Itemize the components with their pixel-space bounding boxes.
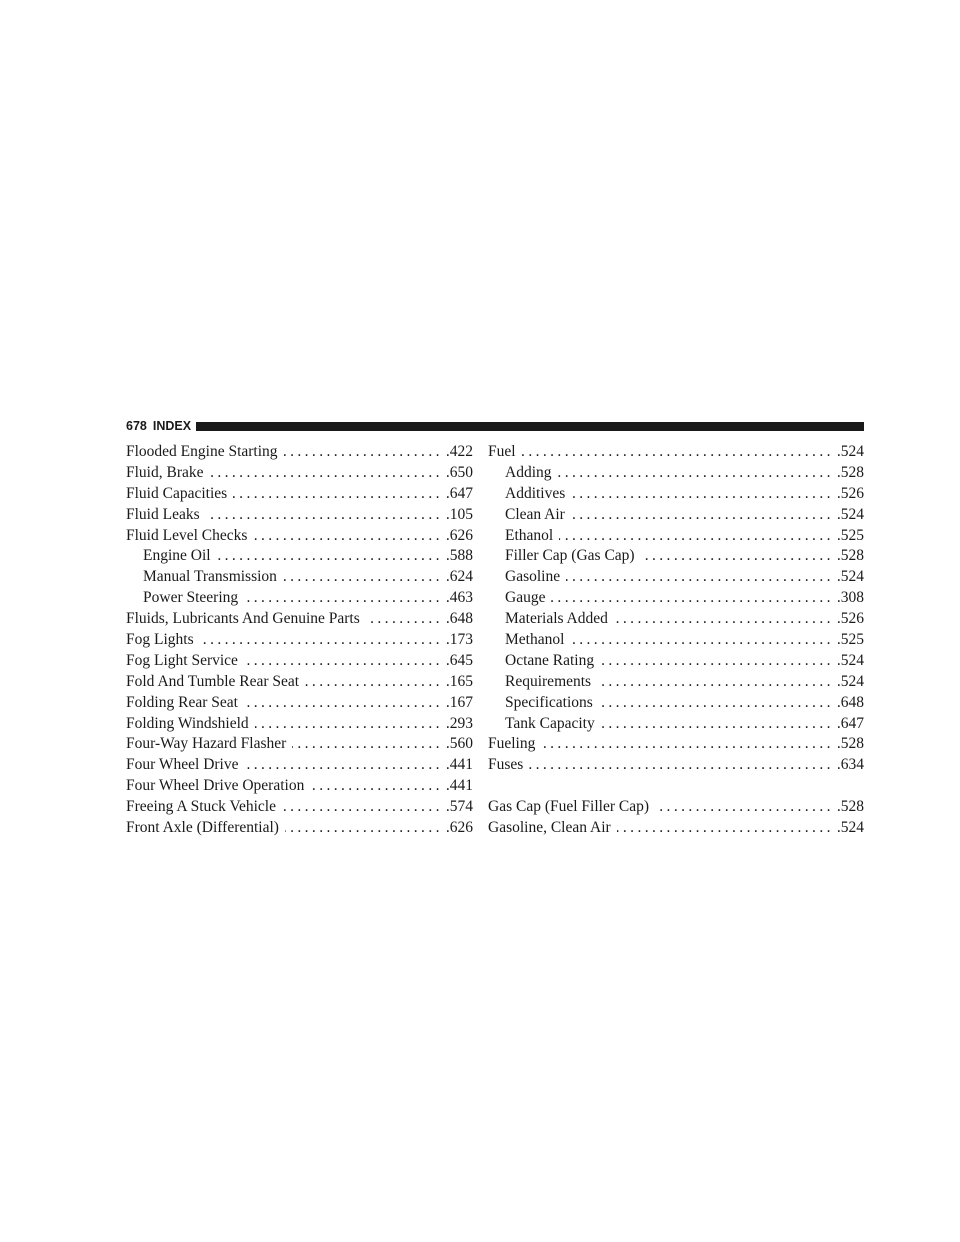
index-entry-page: .441: [445, 756, 473, 774]
index-entry[interactable]: [126, 714, 473, 735]
dot-leader: [601, 714, 834, 735]
index-entry-label: Four Wheel Drive Operation: [126, 777, 305, 795]
dot-leader: [244, 651, 443, 672]
index-entry-label: Four Wheel Drive: [126, 756, 239, 774]
index-subentry[interactable]: [488, 505, 864, 526]
index-entry-label: Four-Way Hazard Flasher: [126, 735, 287, 753]
index-entry[interactable]: [488, 442, 864, 463]
dot-leader: [529, 755, 834, 776]
dot-leader: [255, 714, 443, 735]
index-entry-page: .650: [445, 463, 473, 481]
index-subentry[interactable]: [126, 588, 473, 609]
index-entry-label: Power Steering: [143, 589, 239, 607]
index-entry-label: Front Axle (Differential): [126, 819, 279, 837]
index-entry-page: .647: [445, 484, 473, 502]
dot-leader: [558, 463, 834, 484]
dot-leader: [541, 734, 834, 755]
index-entry-page: .524: [836, 651, 864, 669]
index-entry-page: .528: [836, 735, 864, 753]
index-entry[interactable]: [126, 526, 473, 547]
index-entry-label: Filler Cap (Gas Cap): [505, 547, 635, 565]
dot-leader: [614, 609, 834, 630]
index-entry-page: .528: [836, 463, 864, 481]
index-subentry[interactable]: [488, 567, 864, 588]
index-subentry[interactable]: [488, 693, 864, 714]
index-entry-label: Tank Capacity: [505, 714, 595, 732]
index-subentry[interactable]: [488, 609, 864, 630]
dot-leader: [253, 526, 442, 547]
index-subentry[interactable]: [488, 651, 864, 672]
dot-leader: [282, 797, 443, 818]
dot-leader: [245, 755, 443, 776]
dot-leader: [655, 797, 834, 818]
index-spacer: [488, 776, 864, 797]
index-entry-label: Octane Rating: [505, 651, 595, 669]
dot-leader: [600, 651, 834, 672]
header-rule: [196, 422, 864, 431]
index-entry[interactable]: [126, 609, 473, 630]
index-entry-page: .524: [836, 443, 864, 460]
index-entry-page: .647: [836, 714, 864, 732]
dot-leader: [210, 463, 443, 484]
dot-leader: [571, 505, 834, 526]
dot-leader: [217, 546, 443, 567]
index-entry-page: .624: [445, 568, 473, 586]
section-title: INDEX: [152, 419, 192, 433]
index-entry[interactable]: [126, 734, 473, 755]
index-entry-page: .526: [836, 484, 864, 502]
index-column-left: [126, 442, 473, 839]
dot-leader: [283, 567, 443, 588]
index-entry-page: .463: [445, 589, 473, 607]
index-subentry[interactable]: [488, 463, 864, 484]
dot-leader: [200, 630, 443, 651]
index-entry-label: Fluid, Brake: [126, 463, 204, 481]
index-entry[interactable]: [126, 797, 473, 818]
index-entry-page: .524: [836, 568, 864, 586]
index-entry[interactable]: [488, 818, 864, 839]
dot-leader: [551, 588, 833, 609]
dot-leader: [641, 546, 834, 567]
index-entry-page: .626: [445, 819, 473, 837]
index-entry[interactable]: [488, 734, 864, 755]
index-entry-label: Fold And Tumble Rear Seat: [126, 672, 300, 690]
index-entry-page: .648: [836, 693, 864, 711]
index-entry[interactable]: [126, 693, 473, 714]
index-subentry[interactable]: [488, 630, 864, 651]
index-entry-label: Fog Light Service: [126, 651, 238, 669]
index-entry-page: .626: [445, 526, 473, 544]
index-entry-label: Folding Rear Seat: [126, 693, 238, 711]
dot-leader: [617, 818, 834, 839]
index-entry-page: .105: [445, 505, 473, 523]
index-entry[interactable]: [126, 505, 473, 526]
index-entry-page: .524: [836, 672, 864, 690]
index-entry-label: Methanol: [505, 631, 565, 649]
index-entry-label: Fog Lights: [126, 631, 194, 649]
index-entry-label: Flooded Engine Starting: [126, 443, 278, 460]
index-entry-page: .293: [445, 714, 473, 732]
index-subentry[interactable]: [488, 546, 864, 567]
index-entry-page: .526: [836, 610, 864, 628]
index-entry-page: .560: [445, 735, 473, 753]
index-entry-page: .308: [836, 589, 864, 607]
index-entry-label: Gas Cap (Fuel Filler Cap): [488, 798, 650, 816]
index-entry[interactable]: [126, 651, 473, 672]
page-header: [126, 419, 864, 433]
index-entry-page: .588: [445, 547, 473, 565]
dot-leader: [570, 630, 833, 651]
dot-leader: [559, 526, 834, 547]
index-entry-label: Manual Transmission: [143, 568, 277, 586]
index-entry-label: Specifications: [505, 693, 593, 711]
index-entry-label: Requirements: [505, 672, 592, 690]
index-entry-label: Gauge: [505, 589, 546, 607]
index-entry-label: Fluids, Lubricants And Genuine Parts: [126, 610, 360, 628]
index-subentry[interactable]: [126, 546, 473, 567]
index-entry-page: .441: [445, 777, 473, 795]
index-entry-label: Fluid Level Checks: [126, 526, 248, 544]
dot-leader: [522, 442, 834, 463]
index-entry-page: .528: [836, 547, 864, 565]
index-entry[interactable]: [126, 776, 473, 797]
dot-leader: [233, 484, 443, 505]
index-entry-label: Clean Air: [505, 505, 565, 523]
index-column-right: [488, 442, 864, 839]
dot-leader: [206, 505, 443, 526]
index-entry-label: Freeing A Stuck Vehicle: [126, 798, 276, 816]
index-subentry[interactable]: [488, 714, 864, 735]
index-entry-page: .525: [836, 526, 864, 544]
dot-leader: [292, 734, 443, 755]
page-number: 678: [126, 419, 147, 433]
index-entry-page: .528: [836, 798, 864, 816]
index-entry-label: Engine Oil: [143, 547, 211, 565]
index-entry[interactable]: [488, 755, 864, 776]
index-entry-page: .634: [836, 756, 864, 774]
index-entry-label: Materials Added: [505, 610, 608, 628]
index-entry[interactable]: [126, 442, 473, 463]
index-entry-label: Adding: [505, 463, 552, 481]
index-entry-label: Fueling: [488, 735, 536, 753]
index-entry[interactable]: [126, 672, 473, 693]
index-entry-label: Fluid Capacities: [126, 484, 228, 502]
index-entry-label: Additives: [505, 484, 566, 502]
index-subentry[interactable]: [126, 567, 473, 588]
index-entry-label: Gasoline, Clean Air: [488, 819, 611, 837]
index-entry-page: .525: [836, 631, 864, 649]
index-entry-page: .167: [445, 693, 473, 711]
dot-leader: [244, 693, 443, 714]
index-entry-page: .422: [445, 443, 473, 460]
dot-leader: [244, 588, 443, 609]
index-entry-page: .165: [445, 672, 473, 690]
index-entry[interactable]: [126, 755, 473, 776]
dot-leader: [285, 818, 443, 839]
index-entry-label: Fluid Leaks: [126, 505, 200, 523]
index-entry-page: .524: [836, 819, 864, 837]
dot-leader: [597, 672, 834, 693]
index-entry[interactable]: [126, 463, 473, 484]
dot-leader: [599, 693, 834, 714]
dot-leader: [284, 442, 443, 463]
index-entry[interactable]: [126, 484, 473, 505]
index-entry[interactable]: [126, 630, 473, 651]
dot-leader: [310, 776, 443, 797]
dot-leader: [366, 609, 443, 630]
index-entry-page: .574: [445, 798, 473, 816]
index-subentry[interactable]: [488, 588, 864, 609]
index-entry-label: Gasoline: [505, 568, 561, 586]
index-subentry[interactable]: [488, 672, 864, 693]
dot-leader: [571, 484, 834, 505]
index-entry-label: Ethanol: [505, 526, 554, 544]
index-entry[interactable]: [488, 797, 864, 818]
index-entry-label: Fuel: [488, 443, 516, 460]
index-entry[interactable]: [126, 818, 473, 839]
index-entry-page: .648: [445, 610, 473, 628]
index-entry-page: .524: [836, 505, 864, 523]
index-entry-label: Folding Windshield: [126, 714, 249, 732]
dot-leader: [566, 567, 834, 588]
index-entry-page: .173: [445, 631, 473, 649]
dot-leader: [305, 672, 443, 693]
index-entry-page: .645: [445, 651, 473, 669]
index-entry-label: Fuses: [488, 756, 524, 774]
index-subentry[interactable]: [488, 484, 864, 505]
index-subentry[interactable]: [488, 526, 864, 547]
